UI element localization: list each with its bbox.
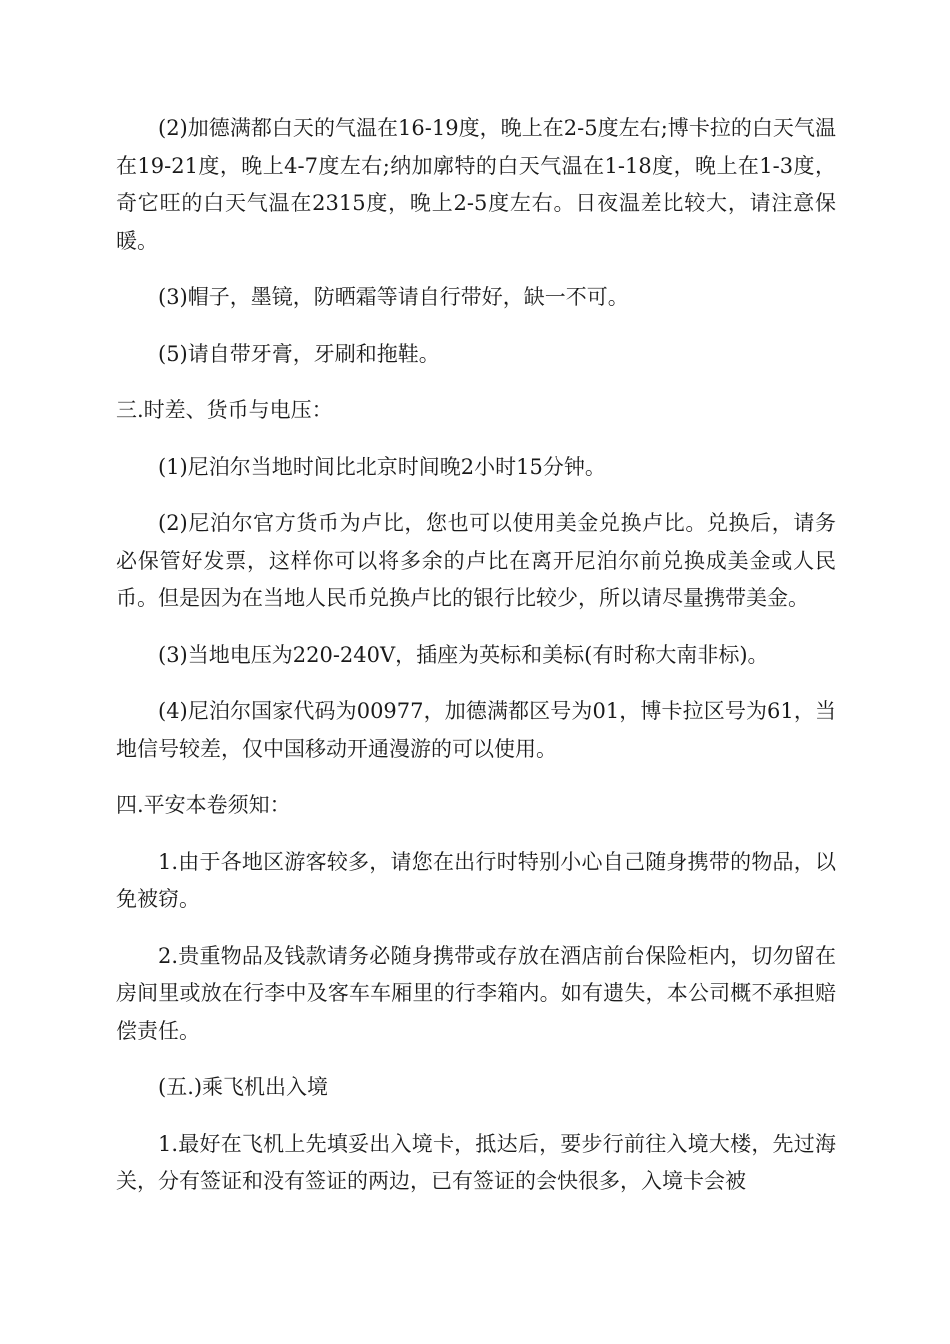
paragraph-currency: (2)尼泊尔官方货币为卢比，您也可以使用美金兑换卢比。兑换后，请务必保管好发票，这样你可以将多余的卢比在离开尼泊尔前兑换成美金或人民币。但是因为在当地人民币兑换卢比的银行比较少，所以请尽量携带美金。 [116, 511, 836, 610]
document-page [116, 110, 836, 1220]
subheading-flight-entry-exit: (五.)乘飞机出入境 [158, 1075, 329, 1099]
paragraph-flight-1: 1.最好在飞机上先填妥出入境卡，抵达后，要步行前往入境大楼，先过海关，分有签证和没有签证的两边，已有签证的会快很多，入境卡会被 [116, 1131, 836, 1193]
paragraph-country-code: (4)尼泊尔国家代码为00977，加德满都区号为01，博卡拉区号为61，当地信号较差，仅中国移动开通漫游的可以使用。 [116, 699, 836, 761]
paragraph-safety-2: 2.贵重物品及钱款请务必随身携带或存放在酒店前台保险柜内，切勿留在房间里或放在行李中及客车车厢里的行李箱内。如有遗失，本公司概不承担赔偿责任。 [116, 943, 836, 1043]
paragraph-toiletries: (5)请自带牙膏，牙刷和拖鞋。 [158, 341, 440, 366]
paragraph-safety-1: 1.由于各地区游客较多，请您在出行时特别小心自己随身携带的物品，以免被窃。 [116, 849, 836, 911]
paragraph-hat-sunglasses: (3)帽子，墨镜，防晒霜等请自行带好，缺一不可。 [158, 285, 629, 309]
paragraph-time-difference: (1)尼泊尔当地时间比北京时间晚2小时15分钟。 [158, 454, 606, 479]
paragraph-voltage: (3)当地电压为220-240V，插座为英标和美标(有时称大南非标)。 [158, 642, 769, 667]
paragraph-temperature: (2)加德满都白天的气温在16-19度，晚上在2-5度左右;博卡拉的白天气温在19-21度，晚上4-7度左右;纳加廓特的白天气温在1-18度，晚上在1-3度，奇它旺的白天气温在2315度，晚上2-5度左右。日夜温差比较大，请注意保暖。 [116, 116, 836, 253]
section-heading-time-currency-voltage: 三.时差、货币与电压： [116, 398, 333, 422]
section-heading-safety: 四.平安本卷须知： [116, 793, 291, 817]
